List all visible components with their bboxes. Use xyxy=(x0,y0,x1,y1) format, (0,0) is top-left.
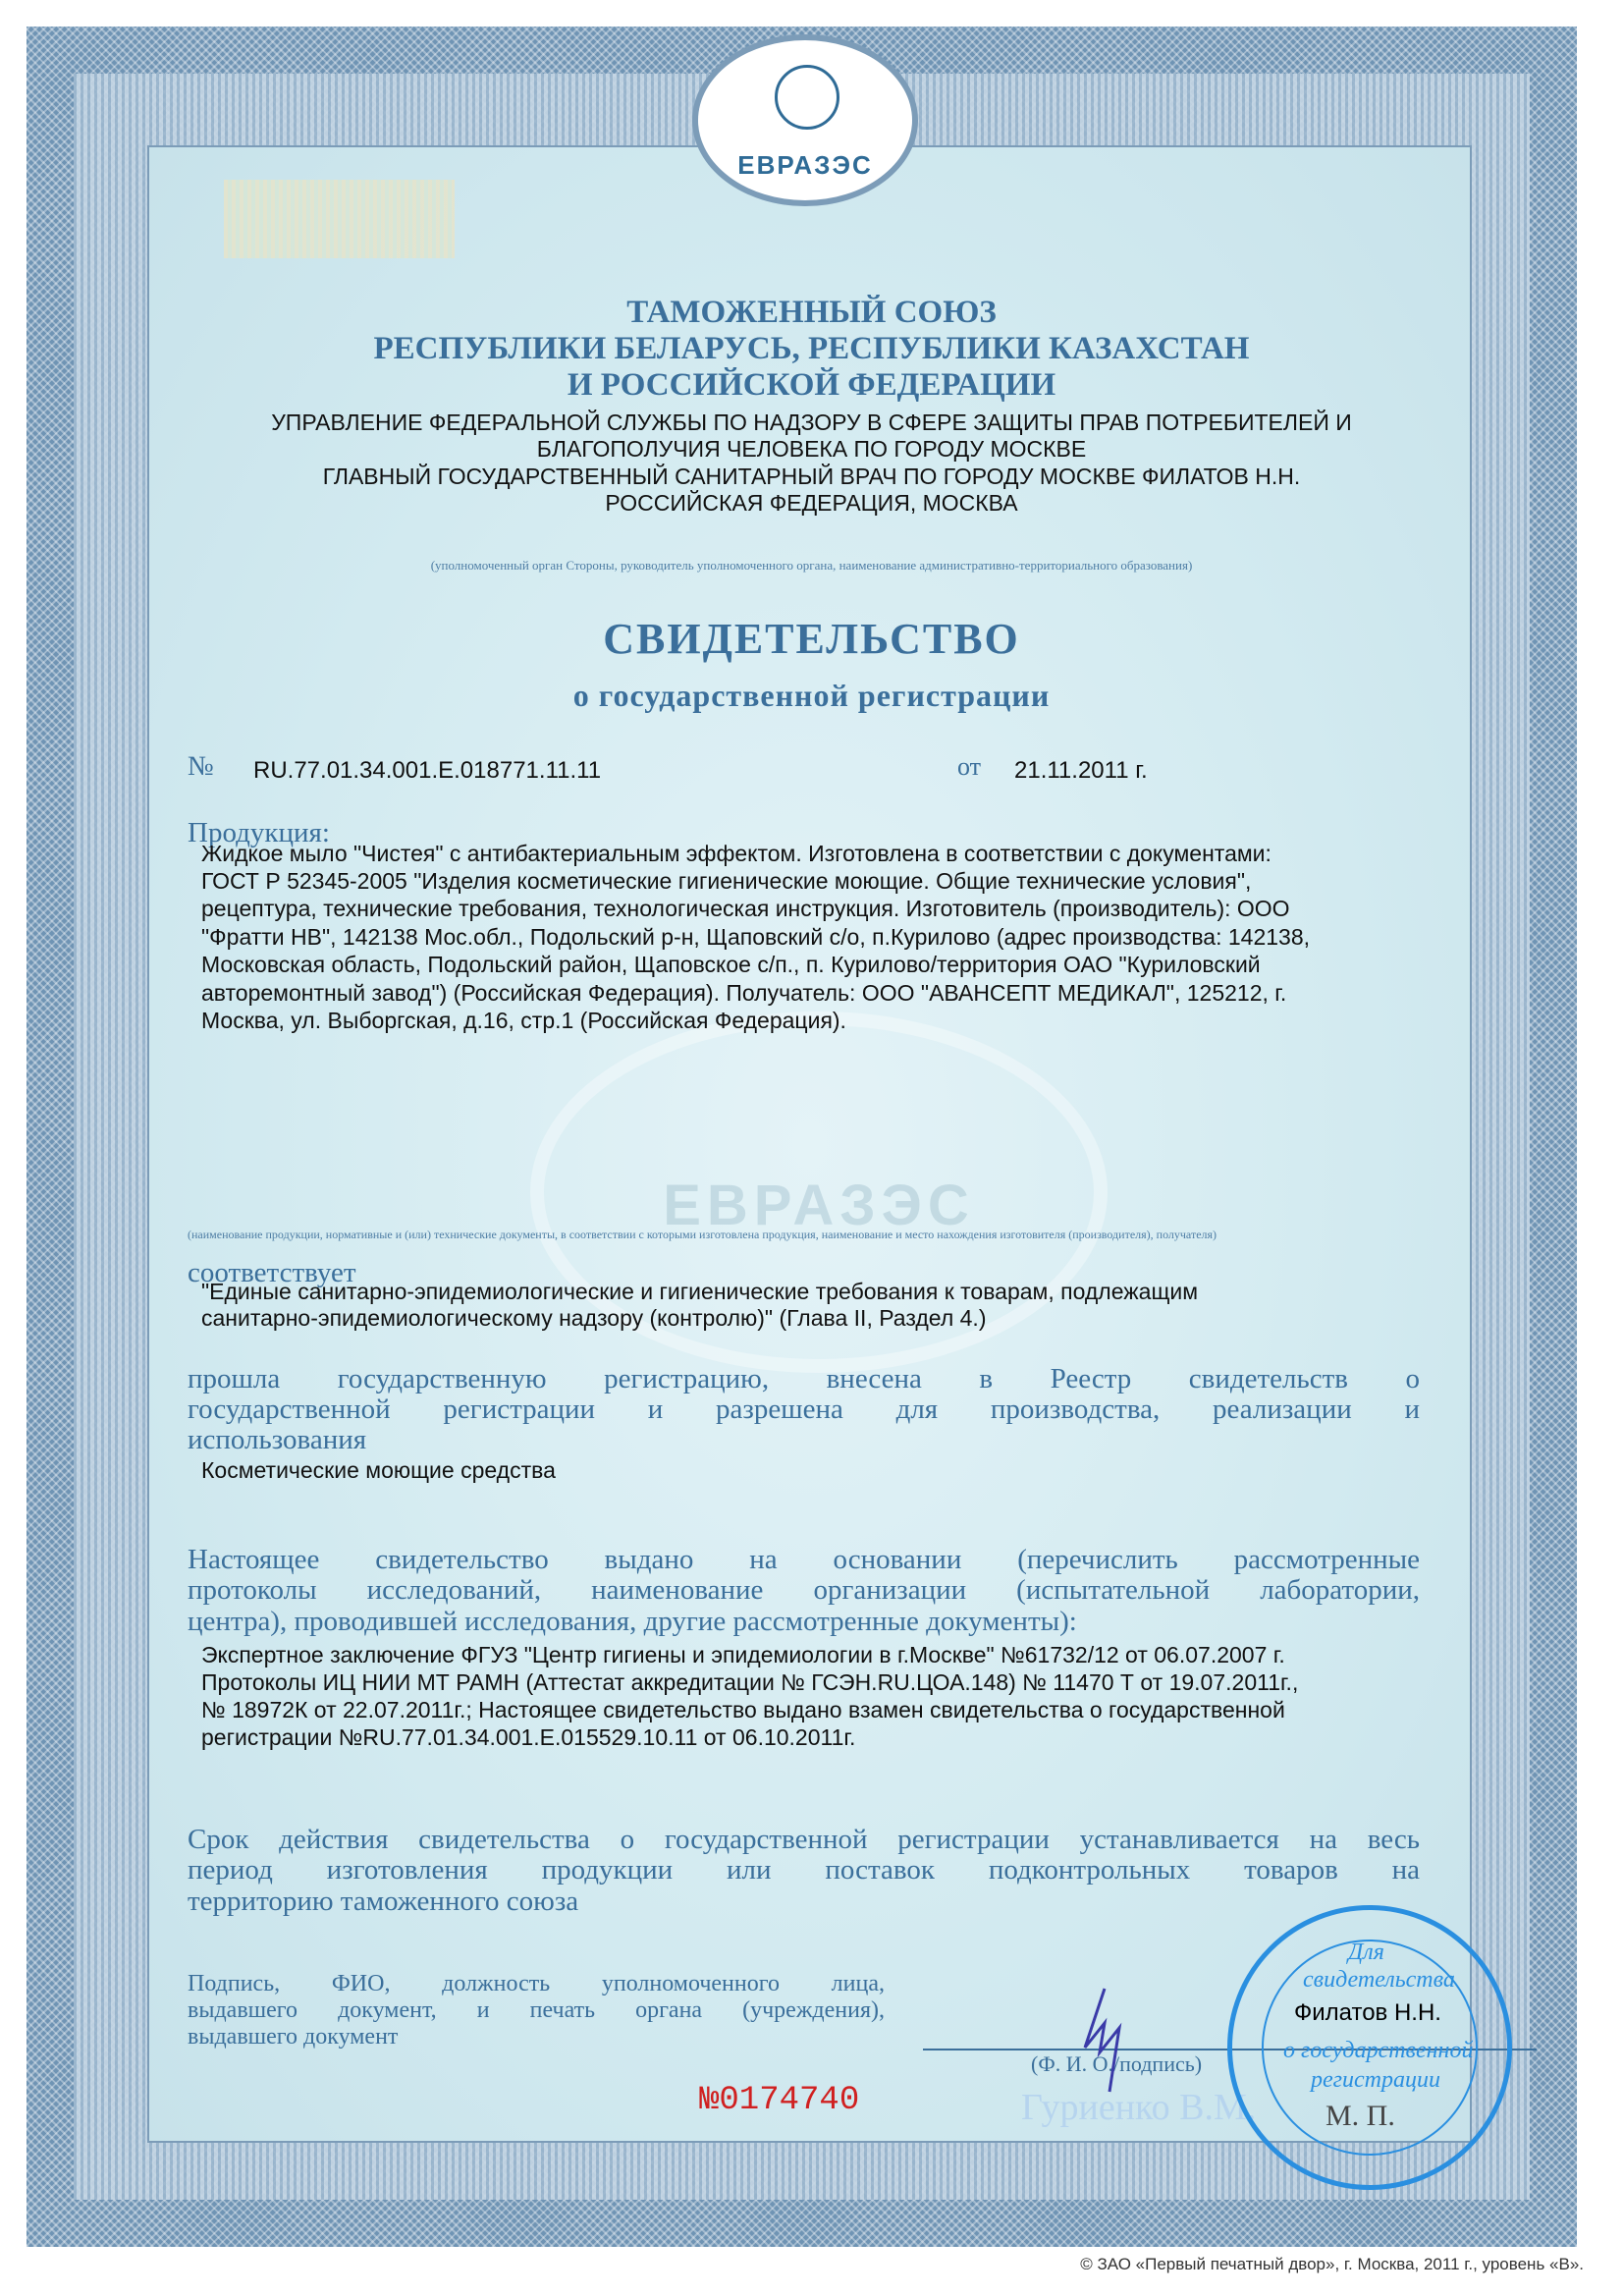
conformity-line: санитарно-эпидемиологическому надзору (контролю)" (Глава II, Раздел 4.) xyxy=(201,1305,987,1331)
handwritten-signature xyxy=(1080,1984,1149,2102)
signature-label: выдавшего документ, и печать органа (учреждения), xyxy=(188,1997,885,2023)
registration-line: прошла государственную регистрацию, внесена в Реестр свидетельств о xyxy=(188,1363,1420,1394)
validity-line: территорию таможенного союза xyxy=(188,1886,579,1917)
product-line: авторемонтный завод") (Российская Федерация). Получатель: ООО "АВАНСЕПТ МЕДИКАЛ", 125212, г. xyxy=(201,980,1287,1006)
basis-line: Настоящее свидетельство выдано на основании (перечислить рассмотренные xyxy=(188,1544,1420,1575)
basis-doc: регистрации №RU.77.01.34.001.E.015529.10.11 от 06.10.2011г. xyxy=(201,1724,856,1750)
watermark-text: ЕВРАЗЭС xyxy=(663,1174,975,1237)
emblem-logo-text: ЕВРАЗЭС xyxy=(737,150,873,180)
product-line: ГОСТ Р 52345-2005 "Изделия косметические гигиенические моющие. Общие технические условия", xyxy=(201,868,1252,894)
stamp-place-mark: М. П. xyxy=(1325,2100,1395,2132)
registration-line: использования xyxy=(188,1424,367,1455)
product-line: "Фратти НВ", 142138 Мос.обл., Подольский р-н, Щаповский с/о, п.Курилово (адрес производства: 142138, xyxy=(201,924,1311,950)
authority-line-4: РОССИЙСКАЯ ФЕДЕРАЦИЯ, МОСКВА xyxy=(605,490,1018,516)
union-title-1: ТАМОЖЕННЫЙ СОЮЗ xyxy=(626,295,997,330)
certificate-number: RU.77.01.34.001.E.018771.11.11 xyxy=(253,757,602,784)
eurasec-emblem xyxy=(692,34,918,206)
serial-number: №0174740 xyxy=(699,2082,860,2119)
stamp-text: о государственной xyxy=(1283,2038,1474,2063)
basis-doc: Протоколы ИЦ НИИ МТ РАМН (Аттестат аккредитации № ГСЭН.RU.ЦОА.148) № 11470 Т от 19.07.2011г., xyxy=(201,1669,1299,1695)
authority-line-2: БЛАГОПОЛУЧИЯ ЧЕЛОВЕКА ПО ГОРОДУ МОСКВЕ xyxy=(536,436,1087,462)
product-line: рецептура, технические требования, технологическая инструкция. Изготовитель (производитель): ООО xyxy=(201,896,1290,921)
conformity-label: соответствует xyxy=(188,1257,356,1288)
basis-doc: Экспертное заключение ФГУЗ "Центр гигиены и эпидемиологии в г.Москве" №61732/12 от 06.07.2007 г. xyxy=(201,1642,1285,1667)
product-caption: (наименование продукции, нормативные и (или) технические документы, в соответствии с которыми изготовлена продукция, наименование и место нахождения изготовителя (производителя), получателя) xyxy=(188,1228,1217,1241)
validity-line: период изготовления продукции или поставок подконтрольных товаров на xyxy=(188,1854,1420,1886)
stamp-text: Для xyxy=(1348,1940,1384,1965)
signature-caption: (Ф. И. О./подпись) xyxy=(1031,2051,1203,2076)
globe-icon xyxy=(775,65,839,130)
authority-caption: (уполномоченный орган Стороны, руководитель уполномоченного органа, наименование административно-территориального образования) xyxy=(430,558,1193,573)
product-line: Московская область, Подольский район, Щаповское с/п., п. Курилово/территория ОАО "Куриловский xyxy=(201,952,1261,977)
signature-label: Подпись, ФИО, должность уполномоченного лица, xyxy=(188,1971,885,1996)
stamp-text: свидетельства xyxy=(1303,1967,1455,1993)
signature-label: выдавшего документ xyxy=(188,2024,399,2050)
stamp-text: регистрации xyxy=(1311,2067,1440,2093)
registration-line: государственной регистрации и разрешена для производства, реализации и xyxy=(188,1394,1420,1425)
product-label: Продукция: xyxy=(188,817,330,848)
basis-line: протоколы исследований, наименование организации (испытательной лаборатории, xyxy=(188,1574,1420,1606)
number-label: № xyxy=(188,751,214,782)
certificate-subtitle: о государственной регистрации xyxy=(572,678,1051,713)
certificate-title: СВИДЕТЕЛЬСТВО xyxy=(603,615,1020,663)
conformity-line: "Единые санитарно-эпидемиологические и гигиенические требования к товарам, подлежащим xyxy=(201,1279,1199,1304)
product-line: Жидкое мыло "Чистея" с антибактериальным эффектом. Изготовлена в соответствии с документами: xyxy=(201,841,1271,866)
official-stamp xyxy=(1227,1905,1512,2190)
union-title-3: И РОССИЙСКОЙ ФЕДЕРАЦИИ xyxy=(567,367,1056,403)
usage-value: Косметические моющие средства xyxy=(201,1457,556,1483)
faded-name: Гуриенко В.М. xyxy=(1021,2087,1257,2128)
authority-line-3: ГЛАВНЫЙ ГОСУДАРСТВЕННЫЙ САНИТАРНЫЙ ВРАЧ ПО ГОРОДУ МОСКВЕ ФИЛАТОВ Н.Н. xyxy=(322,464,1301,489)
validity-line: Срок действия свидетельства о государственной регистрации устанавливается на весь xyxy=(188,1824,1420,1855)
authority-line-1: УПРАВЛЕНИЕ ФЕДЕРАЛЬНОЙ СЛУЖБЫ ПО НАДЗОРУ В СФЕРЕ ЗАЩИТЫ ПРАВ ПОТРЕБИТЕЛЕЙ И xyxy=(271,410,1352,435)
certificate-date: 21.11.2011 г. xyxy=(1014,757,1148,784)
product-line: Москва, ул. Выборгская, д.16, стр.1 (Российская Федерация). xyxy=(201,1008,846,1033)
signatory-name: Филатов Н.Н. xyxy=(1294,1999,1441,2026)
printer-footer: © ЗАО «Первый печатный двор», г. Москва, 2011 г., уровень «В». xyxy=(1080,2255,1584,2273)
date-label: от xyxy=(957,752,982,781)
basis-line: центра), проводившей исследования, другие рассмотренные документы): xyxy=(188,1606,1077,1637)
union-title-2: РЕСПУБЛИКИ БЕЛАРУСЬ, РЕСПУБЛИКИ КАЗАХСТАН xyxy=(373,331,1250,366)
hologram xyxy=(224,180,455,258)
basis-doc: № 18972К от 22.07.2011г.; Настоящее свидетельство выдано взамен свидетельства о государственной xyxy=(201,1697,1285,1722)
